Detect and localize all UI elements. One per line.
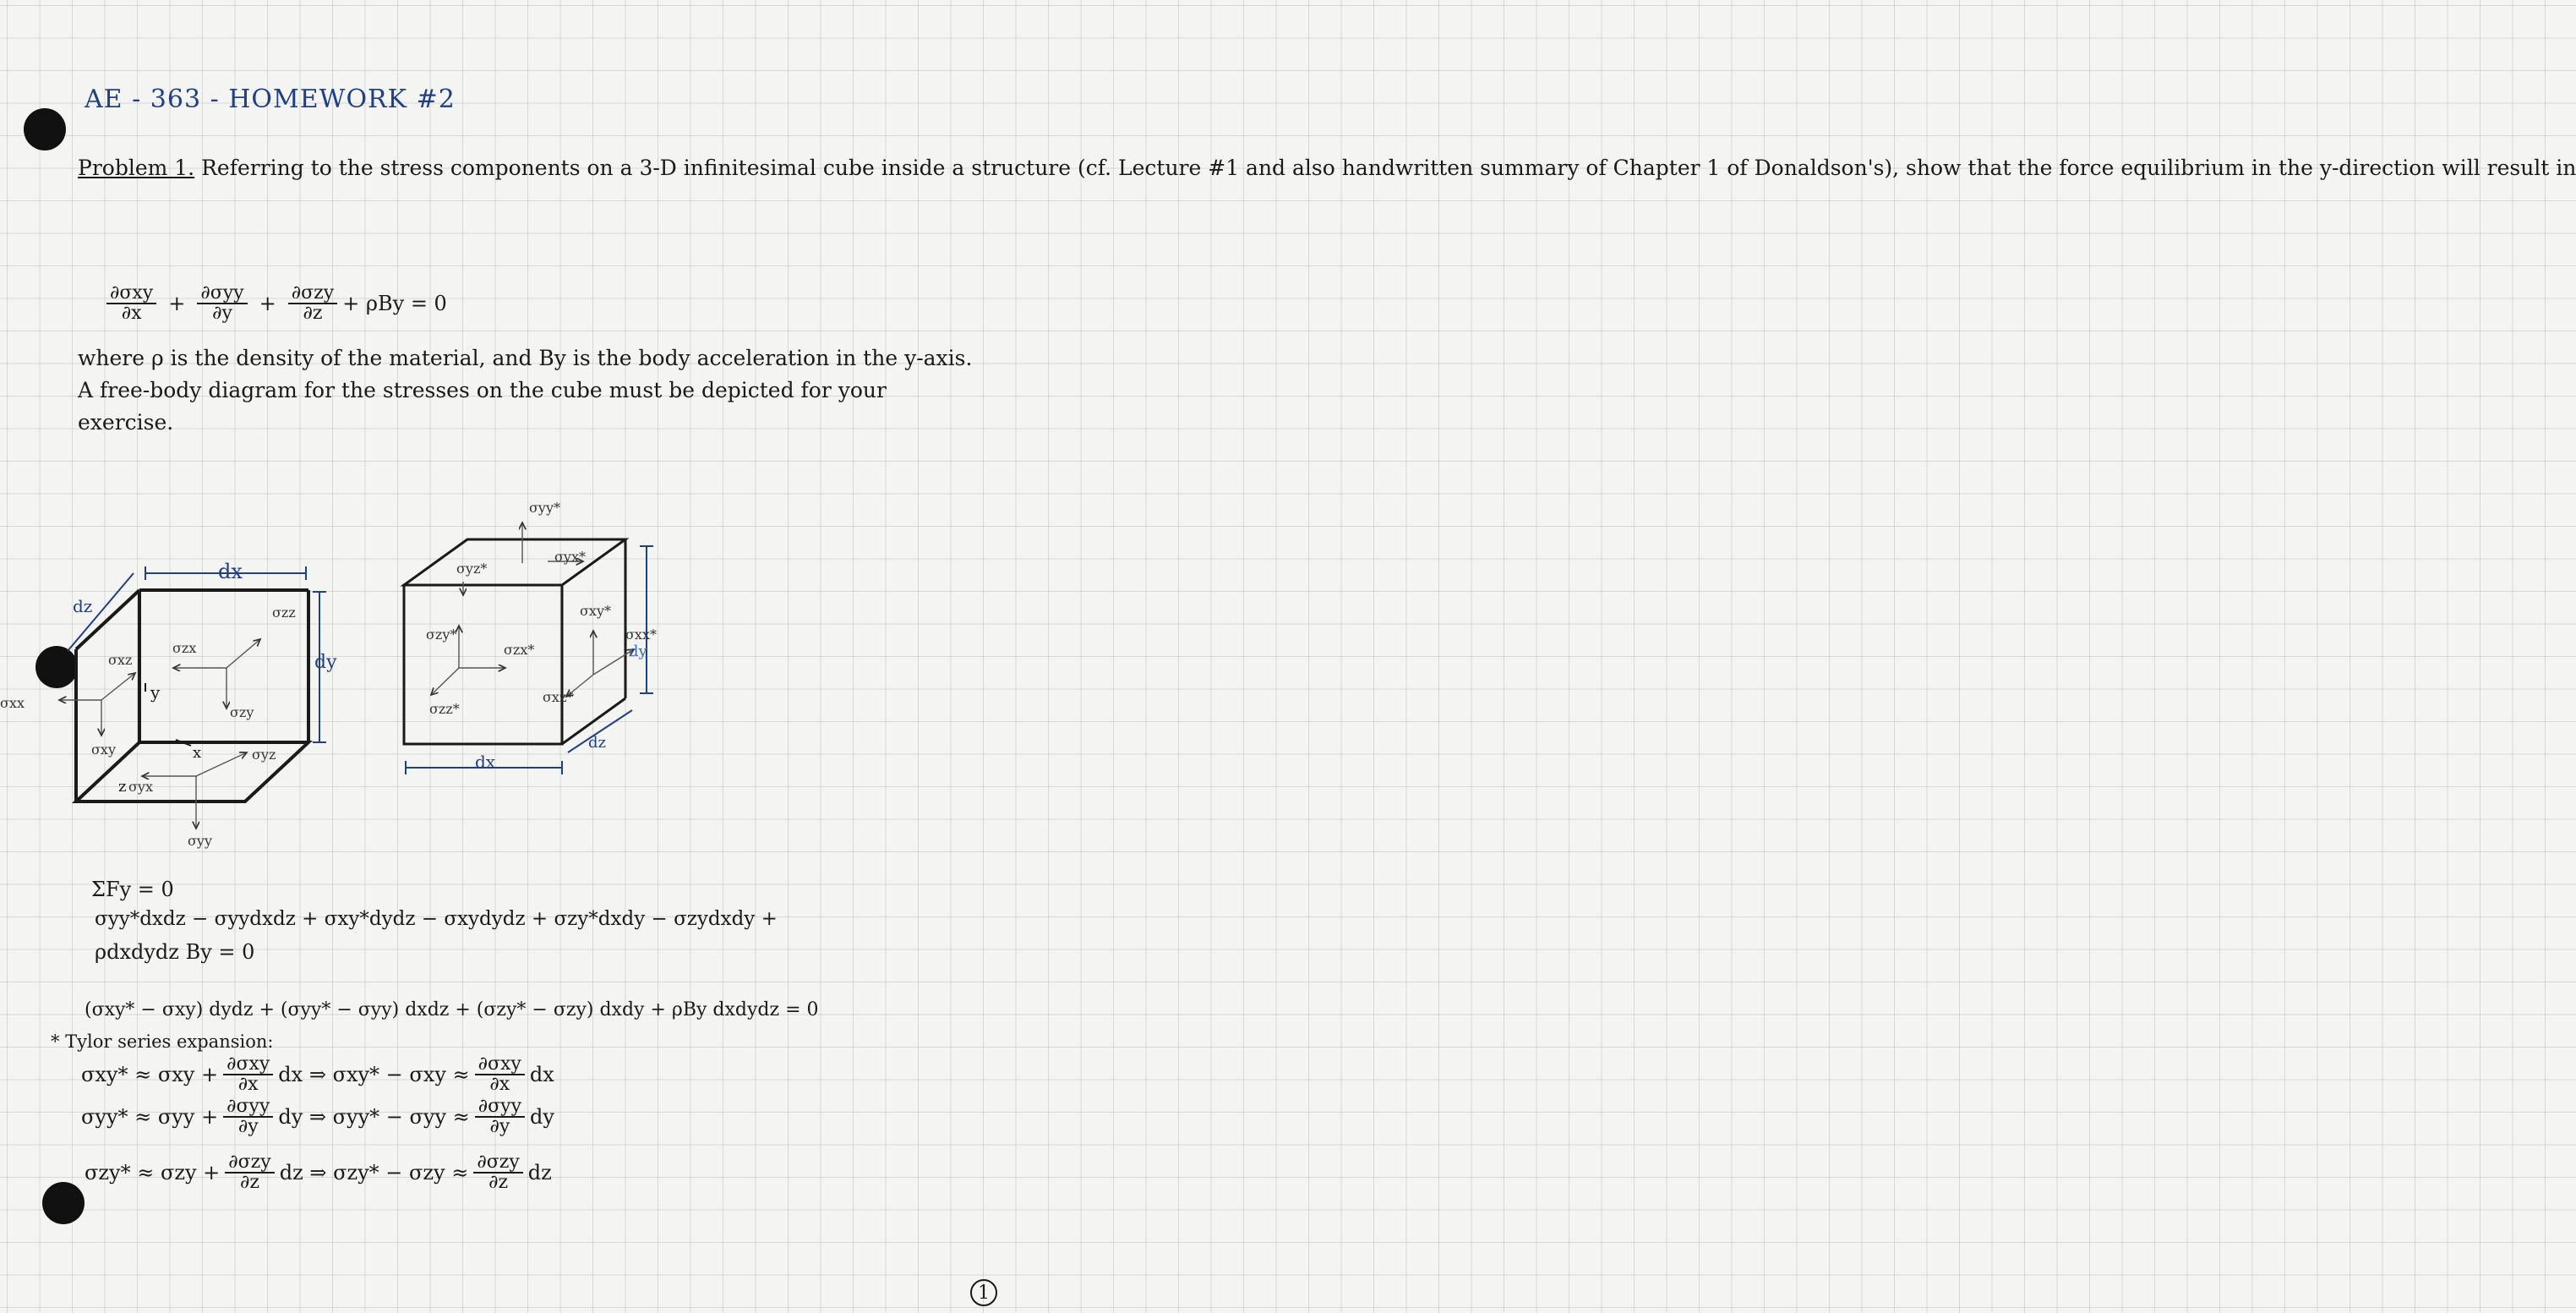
label-syz-star: σyz* (456, 561, 488, 577)
page-title: AE - 363 - HOMEWORK #2 (85, 85, 456, 114)
label-szx: σzx (172, 640, 197, 656)
label-szx-star: σzx* (504, 642, 535, 658)
taylor-label: * Tylor series expansion: (51, 1031, 274, 1052)
page-number: 1 (970, 1279, 997, 1306)
label-sxx: σxx (0, 695, 25, 711)
sum-forces-line: ΣFy = 0 (91, 878, 174, 901)
problem-text-2: where ρ is the density of the material, and By is the body acceleration in the y-axis. A free-body diagram for the stresses on the cube must be depicted for your exercise. (78, 346, 973, 435)
binder-hole-top (24, 108, 66, 150)
label-sxz-star: σxz* (543, 689, 574, 705)
eq-term-2: $\frac{\text{∂σyy}}{\partial y}$ (197, 284, 247, 323)
problem-text: Referring to the stress components on a 3-D infinitesimal cube inside a structure (cf. Lecture #1 and also handwritten summary of Chapter 1 of Donaldson's), show that the force equilibrium in the y-direction will result in (201, 156, 2576, 180)
grouped-equation: (σxy* − σxy) dydz + (σyy* − σyy) dxdz + (σzy* − σzy) dxdy + ρBy dxdydz = 0 (85, 999, 819, 1020)
taylor-row-1: σxy* ≈ σxy + $\frac{\text{∂σxy}}{\partial x}$ dx ⇒ σxy* − σxy ≈ $\frac{\text{∂σxy}}{\partial x}$ dx (81, 1053, 554, 1095)
axis-y: y (150, 682, 161, 703)
label-right-dx: dx (475, 752, 496, 772)
target-equation: $\frac{\text{∂σxy}}{\partial x}$ + $\frac{\text{∂σyy}}{\partial y}$ + $\frac{\text{∂σzy}}{\partial z}$ + ρBy = 0 (101, 284, 447, 323)
axis-x: x (193, 744, 202, 762)
problem-statement (78, 152, 2576, 184)
free-body-diagram (0, 473, 1014, 862)
problem-label: Problem 1. (78, 156, 195, 180)
eq-tail: + ρBy = 0 (342, 292, 447, 315)
label-left-dx: dx (218, 560, 243, 583)
axis-z: z (118, 778, 127, 796)
label-szz-star: σzz* (429, 701, 460, 717)
label-szy-star: σzy* (426, 626, 457, 643)
label-syx-star: σyx* (554, 549, 586, 565)
label-syx: σyx (128, 779, 153, 795)
label-left-dy: dy (314, 652, 337, 673)
label-left-dz: dz (73, 596, 93, 616)
equilibrium-line-1: σyy*dxdz − σyydxdz + σxy*dydz − σxydydz + σzy*dxdy − σzydxdy + (95, 908, 778, 930)
label-sxx-star: σxx* (625, 626, 657, 643)
label-sxy: σxy (91, 741, 116, 758)
label-syz: σyz (252, 747, 276, 763)
label-sxy-star: σxy* (580, 603, 611, 619)
eq-term-1: $\frac{\text{∂σxy}}{\partial x}$ (106, 284, 156, 323)
left-cube (59, 590, 308, 829)
label-right-dy: dy (629, 643, 647, 660)
taylor-row-3: σzy* ≈ σzy + $\frac{\text{∂σzy}}{\partial z}$ dz ⇒ σzy* − σzy ≈ $\frac{\text{∂σzy}}{\partial z}$ dz (85, 1152, 552, 1193)
label-right-dz: dz (588, 734, 607, 752)
eq-term-3: $\frac{\text{∂σzy}}{\partial z}$ (288, 284, 337, 323)
label-sxz: σxz (108, 652, 133, 668)
label-syy: σyy (188, 833, 212, 849)
label-szy: σzy (230, 704, 254, 720)
label-syy-star: σyy* (529, 500, 560, 516)
taylor-row-2: σyy* ≈ σyy + $\frac{\text{∂σyy}}{\partial y}$ dy ⇒ σyy* − σyy ≈ $\frac{\text{∂σyy}}{\partial y}$ dy (81, 1096, 554, 1137)
equilibrium-line-2: ρdxdydz By = 0 (95, 940, 255, 964)
label-szz: σzz (272, 605, 296, 621)
binder-hole-lower (42, 1182, 85, 1224)
